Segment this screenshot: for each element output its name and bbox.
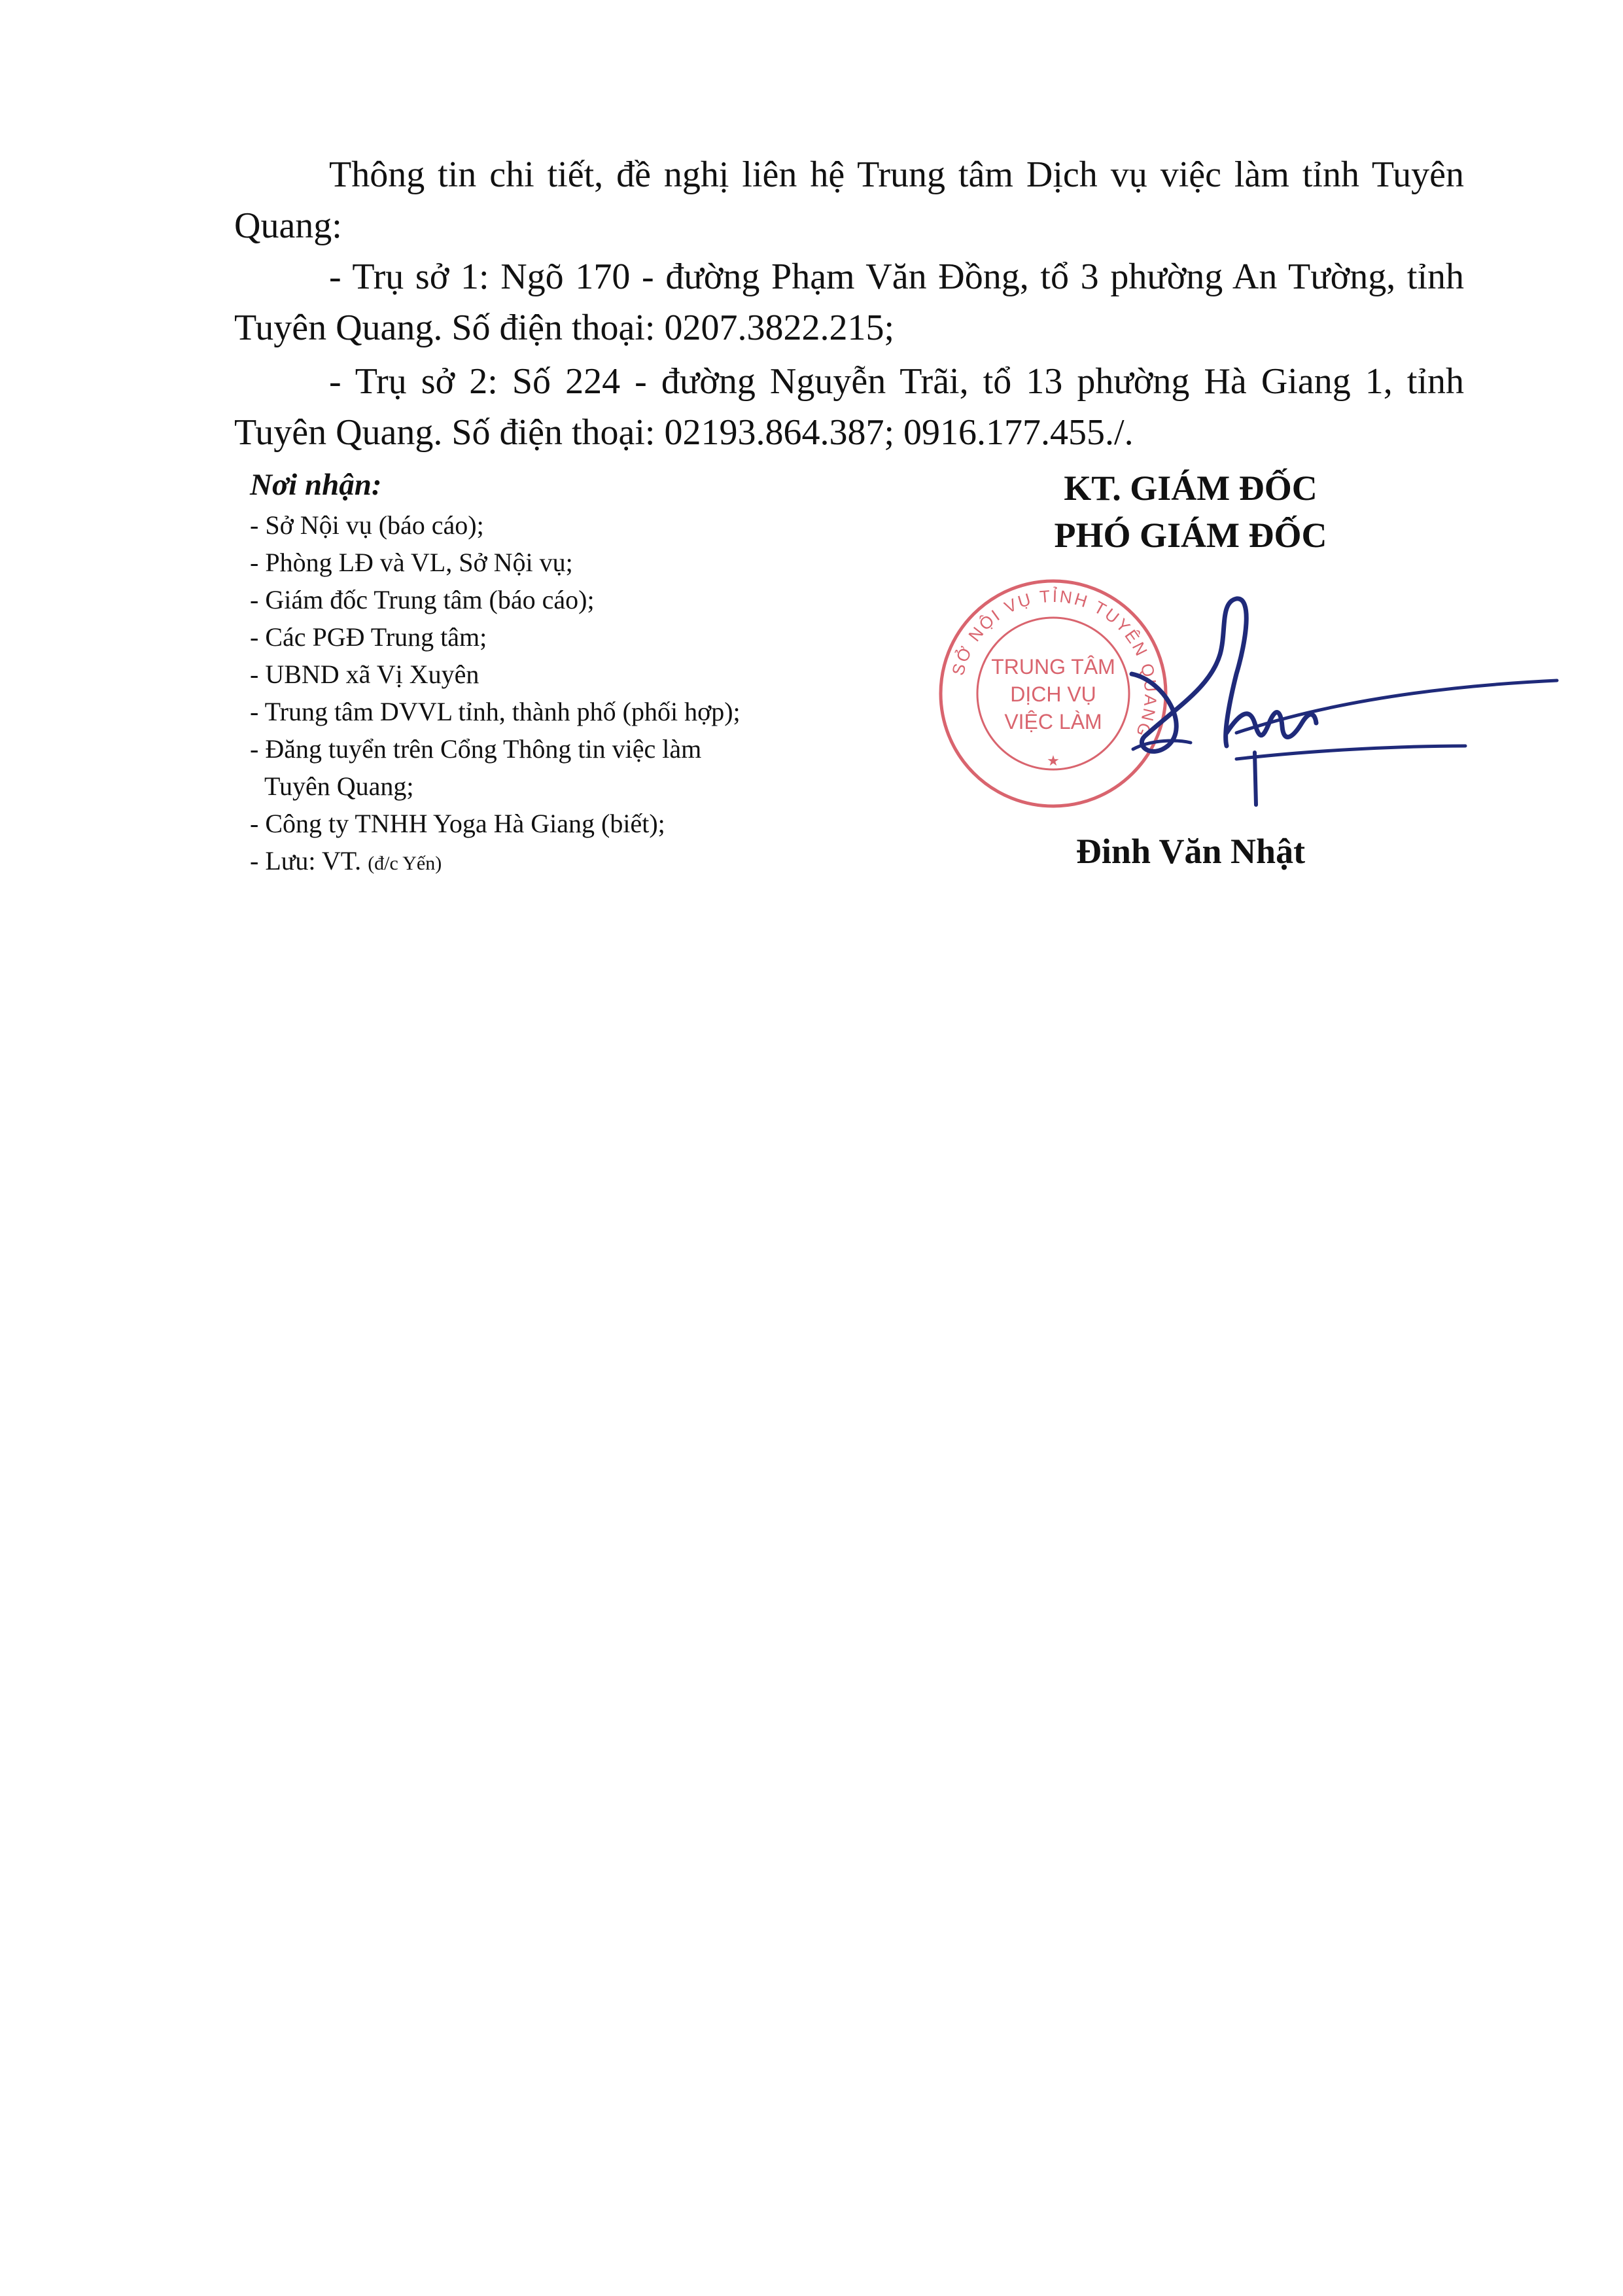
seal-ring-text: SỞ NỘI VỤ TỈNH TUYÊN QUANG — [947, 586, 1161, 742]
signature-title-block — [942, 465, 1439, 559]
contact-intro-paragraph: Thông tin chi tiết, đề nghị liên hệ Trung tâm Dịch vụ việc làm tỉnh Tuyên Quang: — [234, 154, 1464, 246]
seal-center-line2: DỊCH VỤ — [1010, 682, 1096, 706]
recipient-item: - Phòng LĐ và VL, Sở Nội vụ; — [250, 548, 573, 577]
signature-title-line2: PHÓ GIÁM ĐỐC — [1054, 516, 1327, 555]
handwritten-signature-icon — [1106, 582, 1563, 818]
seal-center-line3: VIỆC LÀM — [1004, 710, 1102, 733]
recipient-item: - Trung tâm DVVL tỉnh, thành phố (phối hợp); — [250, 697, 741, 726]
signature-title-line1: KT. GIÁM ĐỐC — [1064, 468, 1318, 508]
seal-star-icon: ★ — [1047, 753, 1060, 769]
archive-label: - Lưu: VT. — [250, 846, 362, 875]
recipient-item: - Công ty TNHH Yoga Hà Giang (biết); — [250, 809, 665, 838]
recipient-item: - Đăng tuyển trên Cổng Thông tin việc làm — [250, 734, 702, 764]
signer-name: Đinh Văn Nhật — [1075, 832, 1306, 871]
recipients-heading: Nơi nhận: — [250, 468, 382, 502]
recipient-item: - Sở Nội vụ (báo cáo); — [250, 510, 484, 540]
archive-note: (đ/c Yến) — [368, 853, 442, 874]
recipients-list — [250, 506, 904, 882]
recipient-item: - Giám đốc Trung tâm (báo cáo); — [250, 585, 595, 614]
recipient-item: - Các PGĐ Trung tâm; — [250, 622, 487, 652]
seal-center-line1: TRUNG TÂM — [991, 655, 1115, 679]
recipient-item-archive — [250, 842, 904, 882]
recipients-block — [250, 466, 904, 882]
office-1-paragraph: - Trụ sở 1: Ngõ 170 - đường Phạm Văn Đồng, tổ 3 phường An Tường, tỉnh Tuyên Quang. Số điện thoại: 0207.3822.215; — [234, 256, 1464, 348]
office-2-paragraph: - Trụ sở 2: Số 224 - đường Nguyễn Trãi, tổ 13 phường Hà Giang 1, tỉnh Tuyên Quang. Số điện thoại: 02193.864.387; 0916.177.455./. — [234, 361, 1464, 453]
recipient-item-continuation: Tuyên Quang; — [264, 771, 414, 801]
recipient-item: - UBND xã Vị Xuyên — [250, 660, 480, 689]
